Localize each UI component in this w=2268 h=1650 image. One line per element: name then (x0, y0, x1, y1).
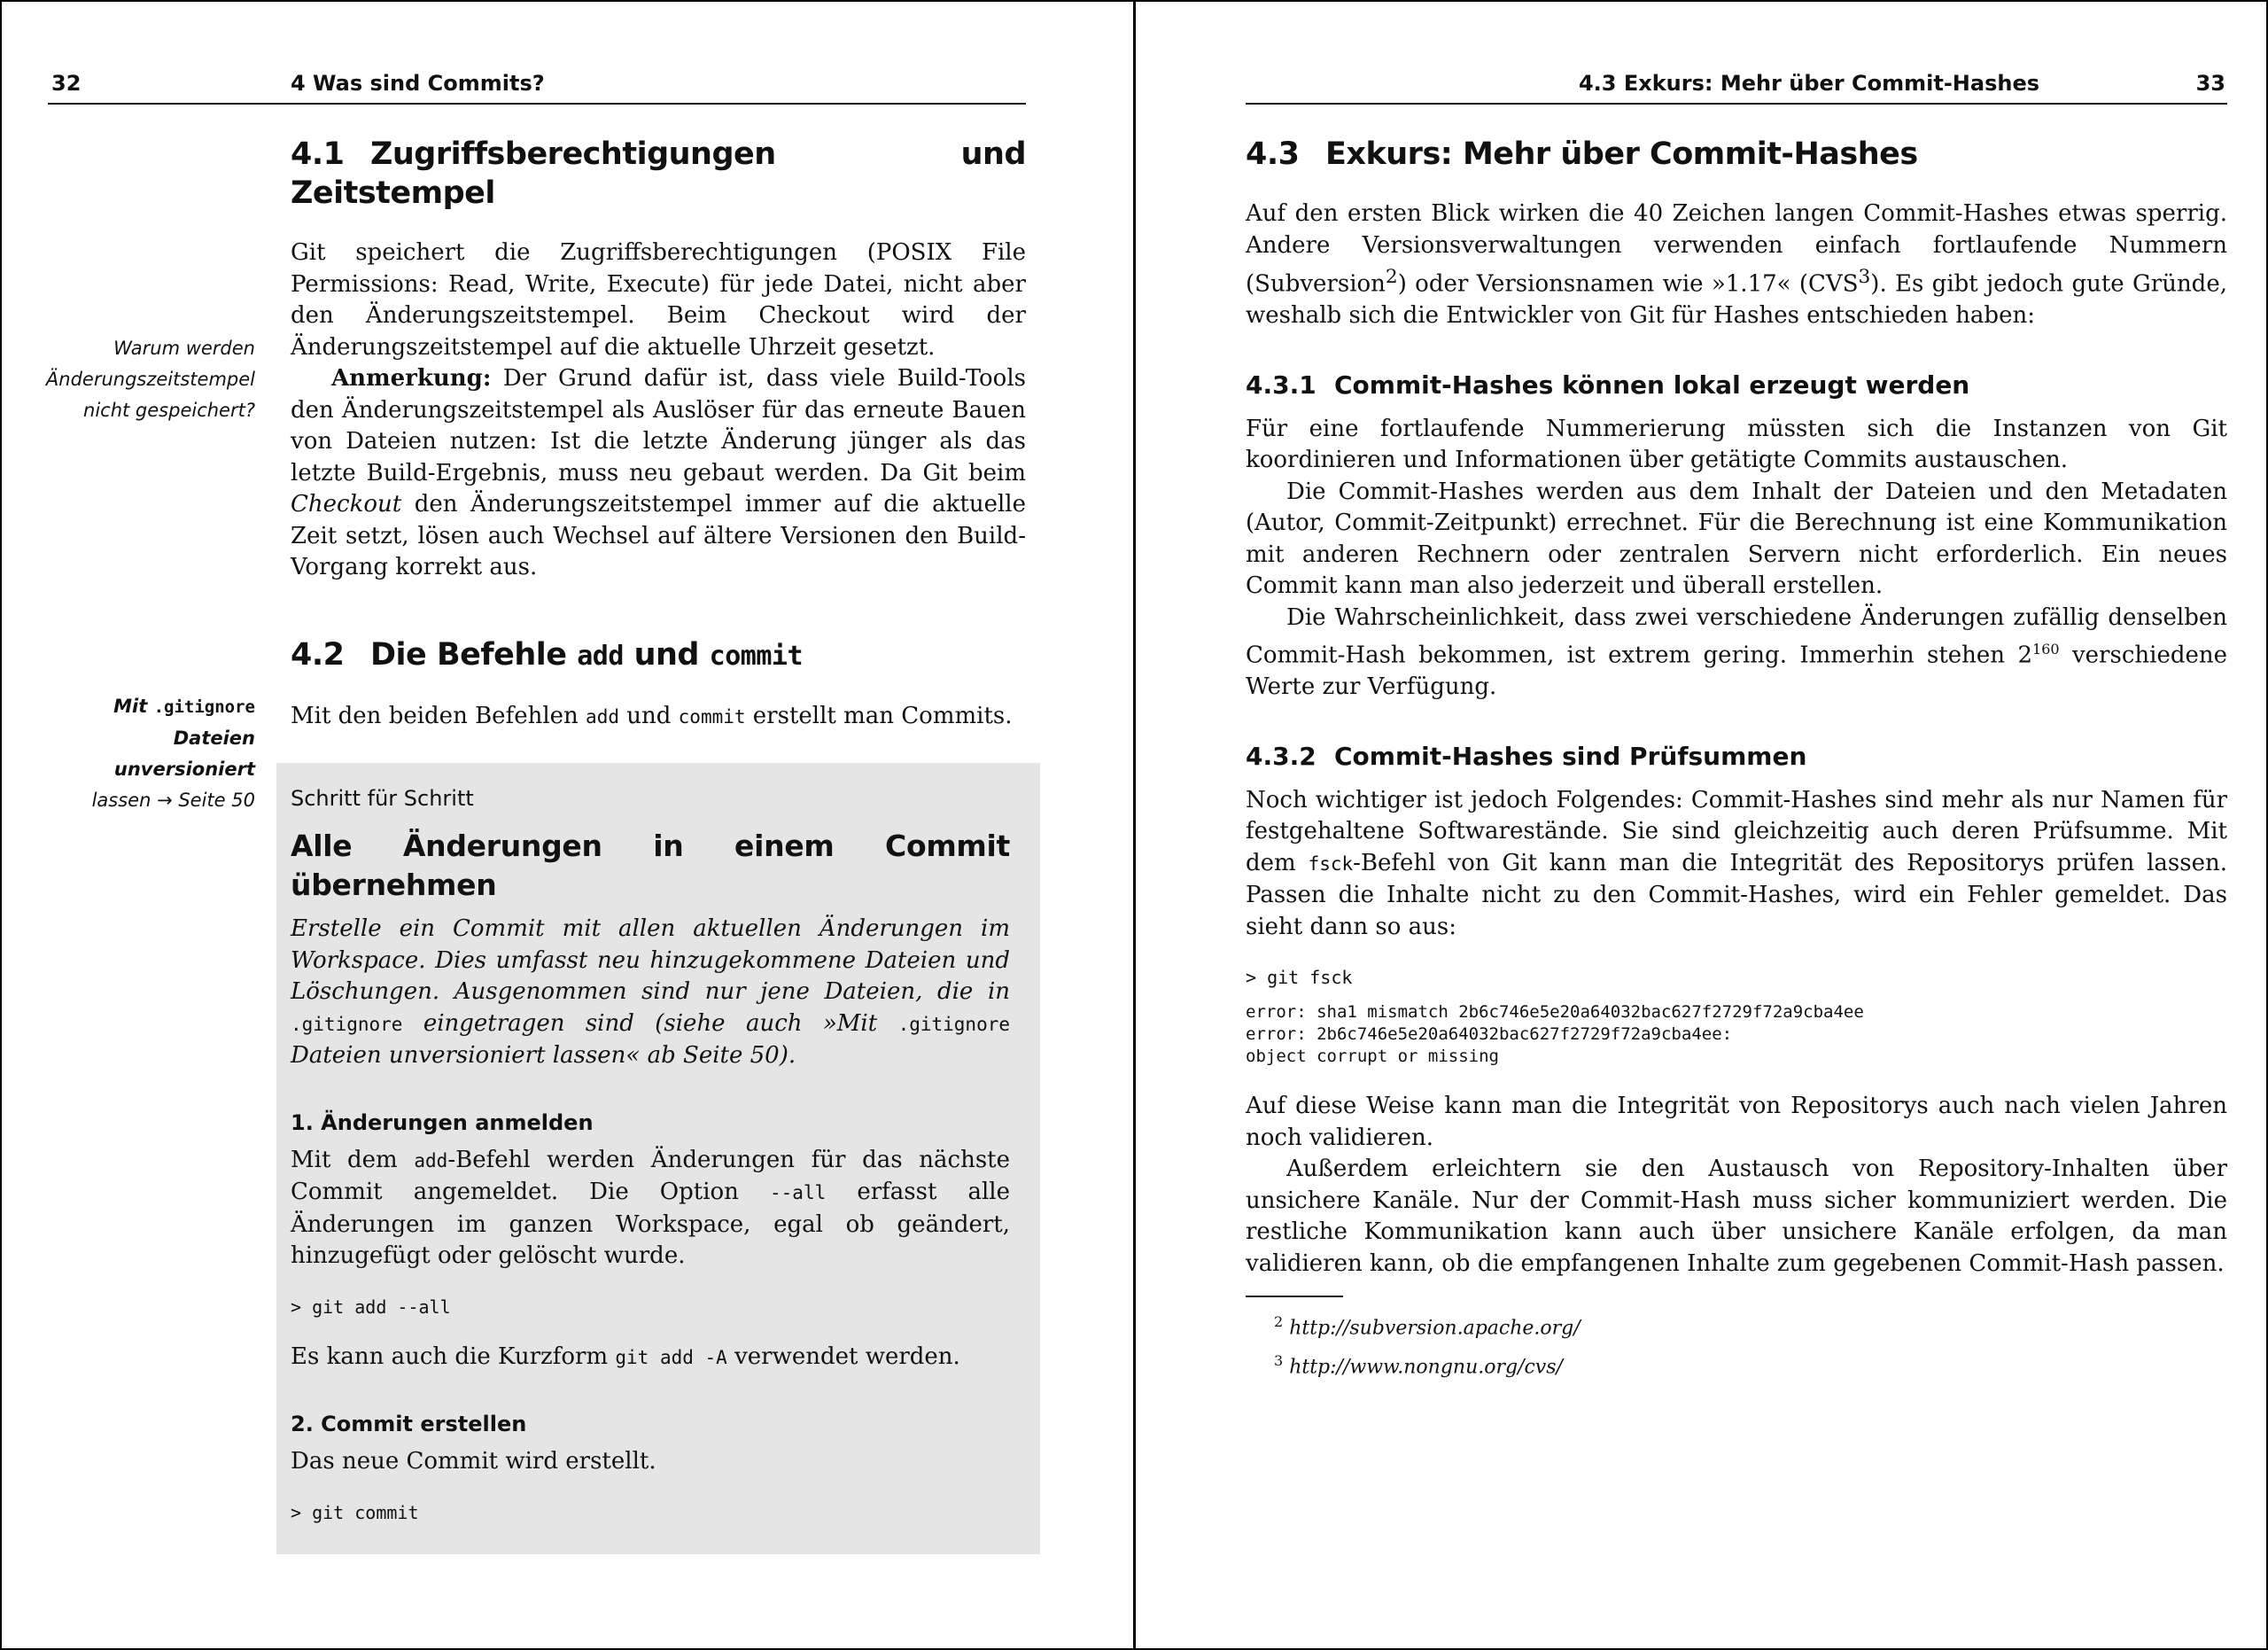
section-heading-4-3 (1246, 135, 2227, 174)
section-heading-4-2 (291, 635, 1026, 676)
paragraph-text: -Befehl werden Änderungen für das nächste Commit angemeldet. Die Option (291, 1146, 1010, 1205)
box-title: Alle Änderungen in einem Commit übernehmen (291, 829, 1010, 902)
page-number: 33 (2195, 71, 2225, 96)
inline-code: commit (709, 640, 804, 672)
exponent: 160 (2032, 641, 2060, 658)
left-page (2, 2, 1133, 1648)
section-title: Zugriffsberechtigungen und Zeitstempel (291, 136, 1026, 211)
paragraph-text: erstellt man Commits. (745, 702, 1013, 729)
inline-code: .gitignore (291, 1013, 403, 1035)
inline-code: add (577, 640, 624, 672)
inline-code: add (586, 705, 619, 728)
left-text-column (291, 135, 1026, 1554)
page-header-left (48, 67, 1026, 105)
paragraph (291, 701, 1026, 734)
section-number: 4.2 (291, 636, 345, 673)
page-number: 32 (51, 71, 82, 96)
inline-code: add (414, 1149, 448, 1171)
section-number: 4.3.1 (1246, 370, 1317, 400)
step-2-text: Das neue Commit wird erstellt. (291, 1448, 656, 1475)
section-title: Commit-Hashes können lokal erzeugt werden (1334, 370, 1970, 400)
section-heading-4-1 (291, 135, 1026, 213)
footnote-rule (1246, 1296, 1343, 1297)
footnote-mark: 2 (1274, 1313, 1284, 1331)
margin-note-line (37, 691, 255, 723)
box-kicker: Schritt für Schritt (291, 786, 474, 811)
page-header-right (1246, 67, 2227, 105)
paragraph-text: erfasst alle Änderungen im ganzen Workspace, egal ob geändert, hinzugefügt oder gelöscht wurde. (291, 1179, 1010, 1269)
paragraph: Außerdem erleichtern sie den Austausch von Repository-Inhalten über unsichere Kanäle. Nur der Commit-Hash muss sicher kommuniziert werden. Die restliche Kommunikation kann auch über unsichere Kanäle erfolgen, da man validieren kann, ob die empfangenen Inhalte zum gegebenen Commit-Hash passen. (1246, 1156, 2227, 1277)
paragraph-text: und (618, 702, 679, 729)
paragraph-text: Die Wahrscheinlichkeit, dass zwei verschiedene Änderungen zufällig denselben Commit-Hash bekommen, ist extrem gering. Immerhin stehen 2 (1246, 603, 2227, 669)
emphasis: Checkout (291, 491, 402, 518)
paragraph (1246, 785, 2227, 944)
section-title: und (623, 636, 710, 673)
paragraph-text: verwendet werden. (726, 1343, 960, 1370)
margin-note-text: Mit (113, 696, 154, 717)
paragraph: Die Commit-Hashes werden aus dem Inhalt der Dateien und den Metadaten (Autor, Commit-Zeitpunkt) errechnet. Für die Berechnung ist eine Kommunikation mit anderen Rechnern oder zentralen Servern nicht erforderlich. Ein neues Commit kann man also jederzeit und überall erstellen. (1246, 478, 2227, 600)
subsection-heading-4-3-2 (1246, 741, 2227, 773)
running-head: 4.3 Exkurs: Mehr über Commit-Hashes (1578, 71, 2039, 96)
paragraph (1246, 603, 2227, 704)
paragraph (1246, 198, 2227, 332)
page-reference-link: lassen → Seite 50 (91, 790, 255, 811)
footnote-url-link[interactable]: http://subversion.apache.org/ (1289, 1317, 1581, 1340)
paragraph: Auf diese Weise kann man die Integrität von Repositorys auch nach vielen Jahren noch validieren. (1246, 1093, 2227, 1151)
section-title: Commit-Hashes sind Prüfsummen (1334, 741, 1807, 771)
paragraph-text: ). Es gibt jedoch gute Gründe, weshalb sich die Entwickler von Git für Hashes entschieden haben: (1246, 270, 2227, 330)
box-intro (291, 914, 1010, 1072)
margin-note-line: Dateien unversioniert (113, 728, 255, 780)
code-git-commit: > git commit (291, 1501, 419, 1523)
margin-note-timestamps (37, 333, 255, 426)
right-text-column (1246, 135, 2227, 1383)
code-git-add: > git add --all (291, 1296, 451, 1318)
footnote-3[interactable] (1246, 1345, 2227, 1383)
margin-note-line: Warum werden (113, 338, 255, 359)
paragraph-text: ) oder Versionsnamen wie »1.17« (CVS (1397, 270, 1859, 298)
margin-note-line: Änderungszeitstempel (45, 369, 255, 390)
footnote-url-link[interactable]: http://www.nongnu.org/cvs/ (1289, 1355, 1563, 1378)
step-by-step-box (276, 763, 1040, 1554)
running-head: 4 Was sind Commits? (291, 71, 545, 96)
step-1-alt-text (291, 1342, 1010, 1374)
step-1-text (291, 1145, 1010, 1273)
paragraph-text: Mit den beiden Befehlen (291, 702, 586, 729)
note-paragraph (291, 363, 1026, 584)
code-fsck-output: error: sha1 mismatch 2b6c746e5e20a64032bac627f2729f72a9cba4ee error: 2b6c746e5e20a64032bac627f2729f72a9cba4ee: object corrupt or missing (1246, 1002, 1864, 1067)
right-page (1136, 2, 2266, 1648)
paragraph: Git speichert die Zugriffsberechtigungen (POSIX File Permissions: Read, Write, Execute) für jede Datei, nicht aber den Änderungszeitstempel. Beim Checkout wird der Änderungszeitstempel auf die aktuelle Uhrzeit gesetzt. (291, 239, 1026, 361)
section-title: Die Befehle (370, 636, 578, 673)
section-number: 4.3 (1246, 136, 1300, 172)
step-2-heading: 2. Commit erstellen (291, 1412, 527, 1436)
footnote-ref[interactable]: 2 (1385, 266, 1398, 288)
note-label: Anmerkung: (331, 365, 492, 392)
step-1-heading: 1. Änderungen anmelden (291, 1109, 594, 1135)
paragraph-text: Dateien unversioniert lassen« ab Seite 50). (291, 1042, 796, 1069)
paragraph-text: verschiedene Werte zur Verfügung. (1246, 642, 2227, 701)
inline-code: .gitignore (897, 1013, 1010, 1035)
inline-code: --all (770, 1182, 827, 1203)
inline-code: git add -A (615, 1346, 727, 1368)
paragraph-text: -Befehl von Git kann man die Integrität des Repositorys prüfen lassen. Passen die Inhalte nicht zu den Commit-Hashes, wird ein Fehler gemeldet. Das sieht dann so aus: (1246, 849, 2227, 940)
paragraph-text: Es kann auch die Kurzform (291, 1343, 616, 1370)
paragraph-text: den Änderungszeitstempel immer auf die aktuelle Zeit setzt, lösen auch Wechsel auf ältere Versionen den Build-Vorgang korrekt aus. (291, 491, 1026, 580)
paragraph: Für eine fortlaufende Nummerierung müssten sich die Instanzen von Git koordinieren und Informationen über getätigte Commits austauschen. (1246, 415, 2227, 474)
section-number: 4.1 (291, 136, 345, 172)
section-number: 4.3.2 (1246, 741, 1317, 771)
margin-note-line: nicht gespeichert? (83, 400, 255, 421)
paragraph-text: Auf den ersten Blick wirken die 40 Zeichen langen Commit-Hashes etwas sperrig. Andere Versionsverwaltungen verwenden einfach fortlaufende Nummern (Subversion (1246, 200, 2227, 298)
footnote-2[interactable] (1246, 1306, 2227, 1344)
inline-code: commit (678, 705, 746, 728)
inline-code: fsck (1308, 852, 1354, 875)
margin-note-gitignore[interactable] (37, 691, 255, 816)
code-git-fsck: > git fsck (1246, 967, 1353, 989)
footnote-ref[interactable]: 3 (1858, 266, 1871, 288)
inline-code: .gitignore (153, 697, 255, 717)
paragraph-text: Der Grund dafür ist, dass viele Build-Tools den Änderungszeitstempel als Auslöser für das erneute Bauen von Dateien nutzen: Ist die letzte Änderung jünger als das letzte Build-Ergebnis, muss neu gebaut werden. Da Git beim (291, 365, 1026, 486)
paragraph-text: Mit dem (291, 1146, 415, 1173)
section-title: Exkurs: Mehr über Commit-Hashes (1325, 136, 1918, 172)
subsection-heading-4-3-1 (1246, 370, 2227, 401)
paragraph-text: eingetragen sind (siehe auch »Mit (402, 1009, 898, 1037)
footnote-mark: 3 (1274, 1351, 1284, 1369)
paragraph-text: Erstelle ein Commit mit allen aktuellen Änderungen im Workspace. Dies umfasst neu hinzugekommene Dateien und Löschungen. Ausgenommen sind nur jene Dateien, die in (291, 915, 1010, 1005)
paragraph-text: Noch wichtiger ist jedoch Folgendes: Commit-Hashes sind mehr als nur Namen für festgehaltene Softwarestände. Sie sind gleichzeitig auch deren Prüfsumme. Mit dem (1246, 786, 2227, 876)
